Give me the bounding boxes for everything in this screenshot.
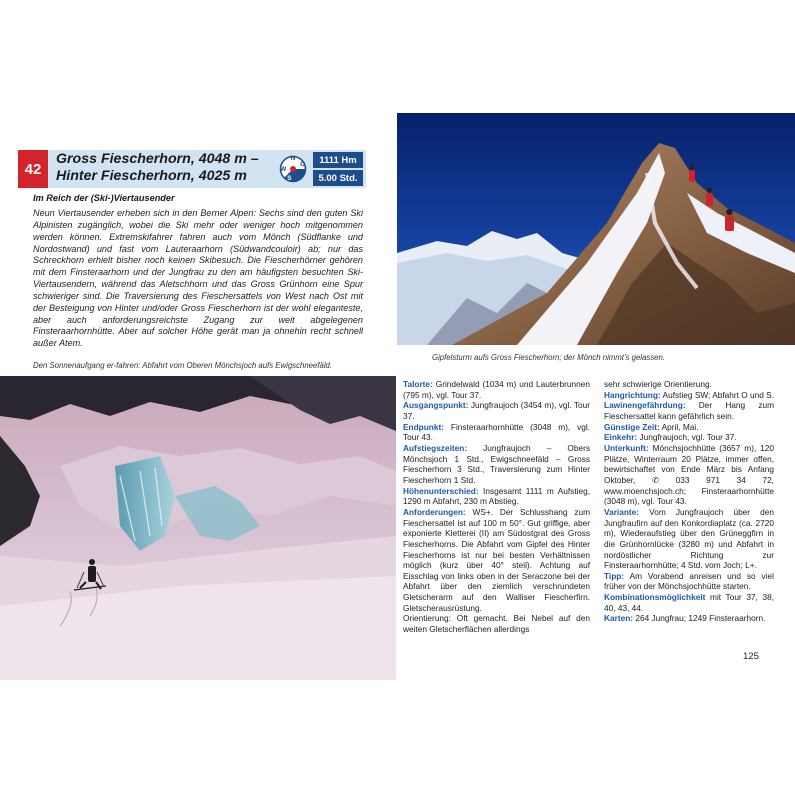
info-entry-label: Aufstiegszeiten: — [403, 442, 468, 453]
info-entry-text: Jungfraujoch, vgl. Tour 37. — [637, 432, 737, 443]
info-entry-label: Tipp: — [604, 570, 625, 581]
info-entry-label: Einkehr: — [604, 432, 638, 443]
compass-o: O — [300, 160, 306, 168]
tour-title — [56, 151, 271, 185]
info-entry-label: Ausgangspunkt: — [403, 400, 469, 411]
info-entry — [403, 486, 590, 507]
info-entry-label: Höhenunterschied: — [403, 485, 479, 496]
ski-photo-caption: Den Sonnenaufgang er-fahren: Abfahrt vom Oberen Mönchsjoch aufs Ewigschneefäld. — [33, 361, 333, 370]
info-entry — [403, 443, 590, 486]
info-entry-text: Insgesamt 1111 m Aufstieg, 1290 m Abfahrt, 230 m Abstieg. — [403, 485, 590, 507]
info-entry — [604, 613, 774, 624]
info-entry-text: April, Mai. — [659, 421, 699, 432]
info-entry-label: Hangrichtung: — [604, 389, 661, 400]
info-entry-text: Am Vorabend anreisen und so viel früher von der Mönchsjochhütte starten. — [604, 570, 774, 592]
info-column-1 — [403, 379, 590, 635]
info-entry-label: Karten: — [604, 613, 634, 624]
info-entry-text: mit Tour 37, 38, 40, 43, 44. — [604, 592, 774, 613]
info-entry-text: Orientierung: Oft gemacht. Bei Nebel auf den weiten Gletscherflächen allerdings — [403, 613, 590, 635]
compass-n: N — [290, 155, 296, 163]
info-entry — [604, 390, 774, 401]
info-column-2 — [604, 379, 774, 624]
info-entry — [403, 400, 590, 421]
info-entry — [604, 379, 774, 390]
info-entry — [604, 592, 774, 613]
info-entry-text: 264 Jungfrau; 1249 Finsteraarhorn. — [633, 613, 766, 624]
page-number: 125 — [743, 651, 759, 662]
info-entry — [604, 400, 774, 421]
info-entry — [604, 571, 774, 592]
ski-photo — [0, 376, 396, 680]
info-entry — [604, 422, 774, 433]
compass-s: S — [287, 174, 292, 182]
info-entry — [604, 443, 774, 507]
info-entry-label: Kombinationsmöglichkeit — [604, 592, 706, 603]
info-entry-text: Vom Jungfraujoch über den Jungfraufirn auf den Konkordiaplatz (ca. 2720 m), Wiederaufstieg über den Grüneggfirn in die Grünhornlücke (3280 m) und Abfahrt in nordöstlicher Richtung zur Finsteraarhornhütte; 4 Std. vom Joch; L+. — [604, 506, 774, 571]
elevation-gain-badge: 1111 Hm — [313, 152, 363, 168]
info-entry — [403, 613, 590, 634]
info-entry-label: Variante: — [604, 506, 640, 517]
tour-number-badge: 42 — [18, 150, 48, 188]
summit-photo — [397, 113, 795, 345]
info-entry-label: Talorte: — [403, 379, 433, 389]
info-entry-text: Jungfraujoch (3454 m), vgl. Tour 37. — [403, 400, 590, 421]
info-entry — [403, 507, 590, 614]
info-entry — [604, 432, 774, 443]
info-entry-label: Unterkunft: — [604, 442, 649, 453]
summit-photo-caption: Gipfelsturm aufs Gross Fiescherhorn; der Mönch nimmt’s gelassen. — [432, 353, 665, 362]
info-entry-text: Grindelwald (1034 m) und Lauterbrunnen (795 m), vgl. Tour 37. — [403, 379, 590, 400]
info-entry-label: Anforderungen: — [403, 506, 466, 517]
section-subtitle: Im Reich der (Ski-)Viertausender — [33, 193, 175, 203]
compass-w: W — [280, 166, 287, 174]
info-entry-text: Mönchsjochhütte (3657 m), 120 Plätze, Winterraum 20 Plätze, immer offen, bewirtschaftet von Ende März bis Anfang Oktober, ✆ 033 971 34 72, www.moenchsjoch.ch; Finsteraarhornhütte (3048 m), vgl. Tour 43. — [604, 442, 774, 507]
info-entry-text: sehr schwierige Orientierung. — [604, 379, 712, 389]
duration-badge: 5.00 Std. — [313, 170, 363, 186]
tour-title-line-2: Hinter Fiescherhorn, 4025 m — [56, 168, 247, 184]
info-entry-label: Endpunkt: — [403, 421, 445, 432]
info-entry-text: Der Hang zum Fieschersattel kann gefährlich sein. — [604, 400, 774, 421]
intro-paragraph: Neun Viertausender erheben sich in den Berner Alpen: Sechs sind den guten Ski Alpinisten zugänglich, wobei die Ski mehr oder weniger hoch mitgenommen werden können. Extremskifahrer fahren auch vom Mönch (Südflanke und Nordostwand) und fast vom Lauteraarhorn (Südwandcouloir) ab; nur das Schreckhorn erhielt bisher noch keinen Skibesuch. Die Fiescherhörner gehören mit dem Finsteraarhorn und der Jungfrau zu den am häufigsten besuchten Ski-Viertausendern, während das Aletschhorn und das Gross Grünhorn eine Spur schwieriger sind. Die Traversierung des Fieschersattels von West nach Ost mit der Besteigung von Hinter und/oder Gross Fiescherhorn ist der wohl eleganteste, aber auch anforderungsreichste Zugang zur weit abgelegenen Finsteraarhornhütte. Aber auf solcher Höhe gerät man ja ohnehin recht schnell außer Atem. — [33, 208, 363, 349]
info-entry — [403, 422, 590, 443]
info-entry — [604, 507, 774, 571]
info-entry-text: Finsteraarhornhütte (3048 m), vgl. Tour 43. — [403, 421, 590, 443]
info-entry-text: Jungfraujoch – Obers Mönchsjoch 1 Std., Ewigschneefäld – Gross Fiescherhorn 3 Std., Traversierung zum Hinter Fiescherhorn 1 Std. — [403, 442, 590, 485]
info-entry-text: WS+. Der Schlusshang zum Fieschersattel ist auf 100 m 50°. Gut griffige, aber exponierte Kletterei (II) am Südostgrat des Gross Fiescherhorns. Die Abfahrt vom Gipfel des Hinter Fiescherhorns ist nur bei besten Verhältnissen möglich (kurz über 40° steil). Achtung auf Eisschlag von links oben in der Seraczone bei der Abfahrt über den ziemlich verschrundeten Gletscherarm auf den Walliser Fiescherfirn. Gletscherausrüstung. — [403, 506, 590, 613]
compass-icon — [276, 152, 310, 186]
info-entry — [403, 379, 590, 400]
info-entry-label: Lawinengefährdung: — [604, 400, 686, 411]
tour-title-line-1: Gross Fiescherhorn, 4048 m – — [56, 151, 259, 167]
info-entry-label: Günstige Zeit: — [604, 421, 660, 432]
info-entry-text: Aufstieg SW; Abfahrt O und S. — [660, 389, 775, 400]
